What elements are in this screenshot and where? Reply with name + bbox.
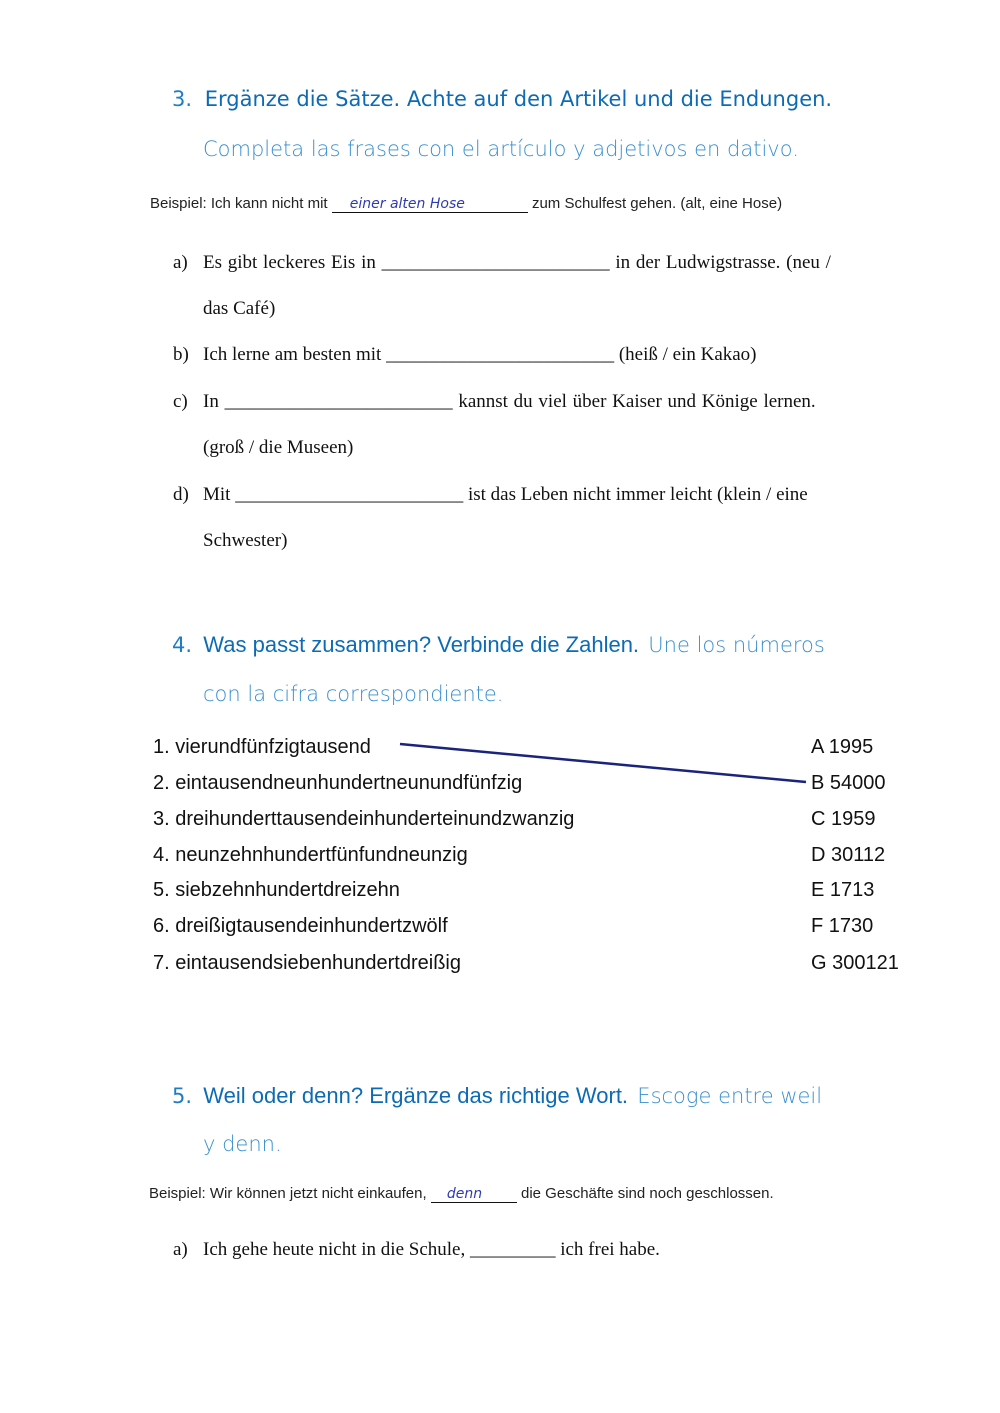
section-title-tail: Une los números [648,633,825,657]
word-item-1[interactable]: 1. vierundfünfzigtausend [153,736,371,758]
item-line: Schwester) [203,530,288,551]
item-line: (groß / die Museen) [203,437,354,458]
section-number: 3. [172,87,193,111]
item-label: a) [173,252,188,273]
item-line[interactable]: Ich lerne am besten mit ________________________ (heiß / ein Kakao) [203,344,757,365]
item-line: das Café) [203,298,276,319]
section-title-tail: Escoge entre weil [637,1084,823,1108]
word-item-3[interactable]: 3. dreihunderttausendeinhunderteinundzwanzig [153,808,575,830]
section-5-heading [172,1083,822,1109]
section-subtitle: con la cifra correspondiente. [203,682,504,706]
number-item-c[interactable]: C 1959 [811,808,876,830]
example-prefix: Beispiel: Wir können jetzt nicht einkaufen, [149,1185,427,1202]
word-item-7[interactable]: 7. eintausendsiebenhundertdreißig [153,952,461,974]
section-title: Ergänze die Sätze. Achte auf den Artikel und die Endungen. [204,87,833,111]
word-item-5[interactable]: 5. siebzehnhundertdreizehn [153,879,400,901]
item-label: b) [173,344,189,365]
word-item-4[interactable]: 4. neunzehnhundertfünfundneunzig [153,844,468,866]
section-title: Was passt zusammen? Verbinde die Zahlen. [203,632,640,657]
word-item-2[interactable]: 2. eintausendneunhundertneunundfünfzig [153,772,523,794]
example-suffix: zum Schulfest gehen. (alt, eine Hose) [531,195,783,212]
example-suffix: die Geschäfte sind noch geschlossen. [521,1185,774,1202]
item-line[interactable]: Ich gehe heute nicht in die Schule, _________ ich frei habe. [203,1239,660,1260]
number-item-d[interactable]: D 30112 [811,844,886,866]
section-number: 4. [172,633,193,657]
item-label: a) [173,1239,188,1260]
example-answer-blank [431,1185,517,1203]
item-label: d) [173,484,189,505]
item-line[interactable]: In ________________________ kannst du viel über Kaiser und Könige lernen. [203,391,816,412]
section-number: 5. [172,1084,193,1108]
item-label: c) [173,391,188,412]
example-answer: denn [446,1186,483,1202]
example-answer: einer alten Hose [349,196,465,212]
example-sentence [149,1185,774,1203]
number-item-g[interactable]: G 300121 [811,952,899,974]
item-line[interactable]: Es gibt leckeres Eis in ________________________ in der Ludwigstrasse. (neu / [203,252,831,273]
example-prefix: Beispiel: Ich kann nicht mit [150,195,328,212]
connection-line[interactable] [400,744,806,782]
number-item-f[interactable]: F 1730 [811,915,874,937]
item-line[interactable]: Mit ________________________ ist das Leben nicht immer leicht (klein / eine [203,484,808,505]
word-item-6[interactable]: 6. dreißigtausendeinhundertzwölf [153,915,448,937]
number-item-a[interactable]: A 1995 [811,736,874,758]
section-title: Weil oder denn? Ergänze das richtige Wort. [203,1083,629,1108]
section-subtitle: y denn. [203,1132,282,1156]
section-subtitle: Completa las frases con el artículo y adjetivos en dativo. [203,137,799,161]
number-item-e[interactable]: E 1713 [811,879,875,901]
number-item-b[interactable]: B 54000 [811,772,886,794]
